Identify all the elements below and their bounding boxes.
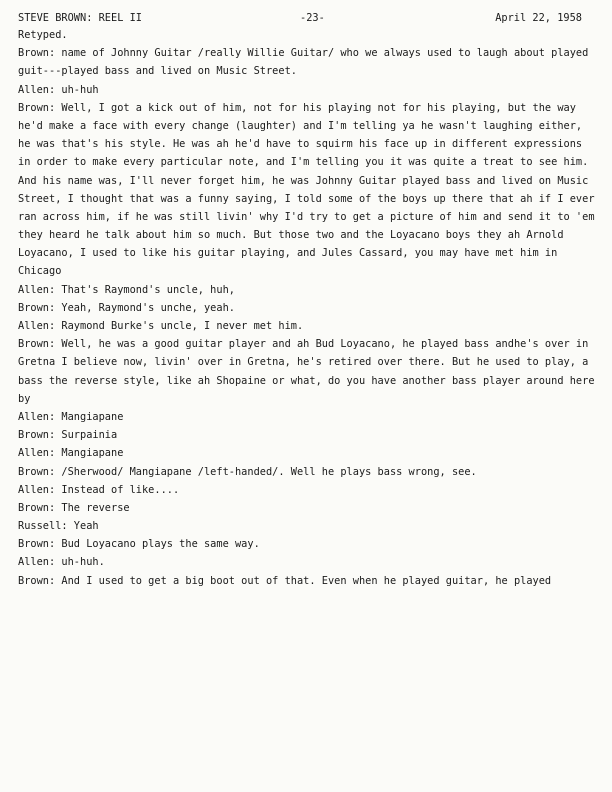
transcript-paragraph — [18, 517, 598, 535]
transcript-line: in order to make every particular note, and I'm telling you it was quite a treat to see him. — [18, 156, 589, 169]
transcript-paragraph — [18, 553, 598, 571]
transcript-line: Gretna I believe now, livin' over in Gretna, he's retired over there. But he used to play, a — [18, 356, 589, 369]
transcript-paragraph — [18, 444, 598, 462]
page-header — [18, 12, 590, 26]
transcript-paragraph — [18, 499, 598, 517]
transcript-line: Brown: The reverse — [18, 501, 130, 514]
page-number: -23- — [300, 12, 325, 24]
transcript-line: they heard he talk about him so much. But those two and the Loyacano boys they ah Arnold — [18, 229, 564, 242]
transcript-line: Allen: Mangiapane — [18, 447, 124, 460]
transcript-paragraph — [18, 299, 598, 317]
transcript-line: ran across him, if he was still livin' why I'd try to get a picture of him and send it to 'em — [18, 210, 595, 223]
transcript-line: guit---played bass and lived on Music Street. — [18, 65, 297, 78]
header-date: April 22, 1958 — [495, 12, 582, 24]
transcript-line: Chicago — [18, 265, 62, 278]
transcript-paragraph — [18, 44, 598, 80]
transcript-line: Brown: name of Johnny Guitar /really Willie Guitar/ who we always used to laugh about played — [18, 47, 589, 60]
transcript-paragraph — [18, 81, 598, 99]
transcript-line: And his name was, I'll never forget him, he was Johnny Guitar played bass and lived on Music — [18, 174, 589, 187]
transcript-line: Brown: Surpainia — [18, 429, 118, 442]
transcript-paragraph — [18, 317, 598, 335]
transcript-paragraph — [18, 26, 598, 44]
transcript-line: Allen: Raymond Burke's uncle, I never met him. — [18, 320, 304, 332]
transcript-line: Allen: uh-huh — [18, 83, 99, 96]
transcript-paragraph — [18, 572, 598, 590]
transcript-line: Brown: Well, he was a good guitar player and ah Bud Loyacano, he played bass andhe's over in — [18, 338, 589, 351]
header-speaker-reel: STEVE BROWN: REEL II — [18, 12, 142, 24]
transcript-line: Allen: Mangiapane — [18, 410, 124, 423]
transcript-line: Brown: Yeah, Raymond's unche, yeah. — [18, 301, 235, 314]
transcript-paragraph — [18, 335, 598, 408]
transcript-paragraph — [18, 463, 598, 481]
transcript-paragraph — [18, 408, 598, 426]
transcript-line: Brown: And I used to get a big boot out of that. Even when he played guitar, he played — [18, 574, 552, 587]
transcript-line: Street, I thought that was a funny saying, I told some of the boys up there that ah if I ever — [18, 192, 595, 205]
transcript-line: Allen: uh-huh. — [18, 556, 105, 569]
transcript-line: Brown: Bud Loyacano plays the same way. — [18, 538, 260, 551]
transcript-line: Allen: That's Raymond's uncle, huh, — [18, 283, 235, 296]
transcript-paragraph — [18, 281, 598, 299]
transcript-line: Allen: Instead of like.... — [18, 483, 180, 496]
transcript-line: he was that's his style. He was ah he'd have to squirm his face up in different expressions — [18, 138, 583, 151]
transcript-body — [18, 26, 598, 590]
transcript-paragraph — [18, 481, 598, 499]
transcript-line: Brown: /Sherwood/ Mangiapane /left-handed/. Well he plays bass wrong, see. — [18, 465, 477, 478]
transcript-line: Brown: Well, I got a kick out of him, not for his playing not for his playing, but the way — [18, 101, 576, 114]
transcript-line: he'd make a face with every change (laughter) and I'm telling ya he wasn't laughing either, — [18, 119, 583, 132]
transcript-line: bass the reverse style, like ah Shopaine or what, do you have another bass player around here — [18, 374, 595, 387]
transcript-line: by — [18, 392, 31, 405]
transcript-line: Retyped. — [18, 29, 68, 41]
transcript-paragraph — [18, 535, 598, 553]
transcript-paragraph — [18, 426, 598, 444]
transcript-line: Russell: Yeah — [18, 520, 99, 533]
transcript-paragraph — [18, 99, 598, 281]
transcript-line: Loyacano, I used to like his guitar playing, and Jules Cassard, you may have met him in — [18, 247, 558, 260]
